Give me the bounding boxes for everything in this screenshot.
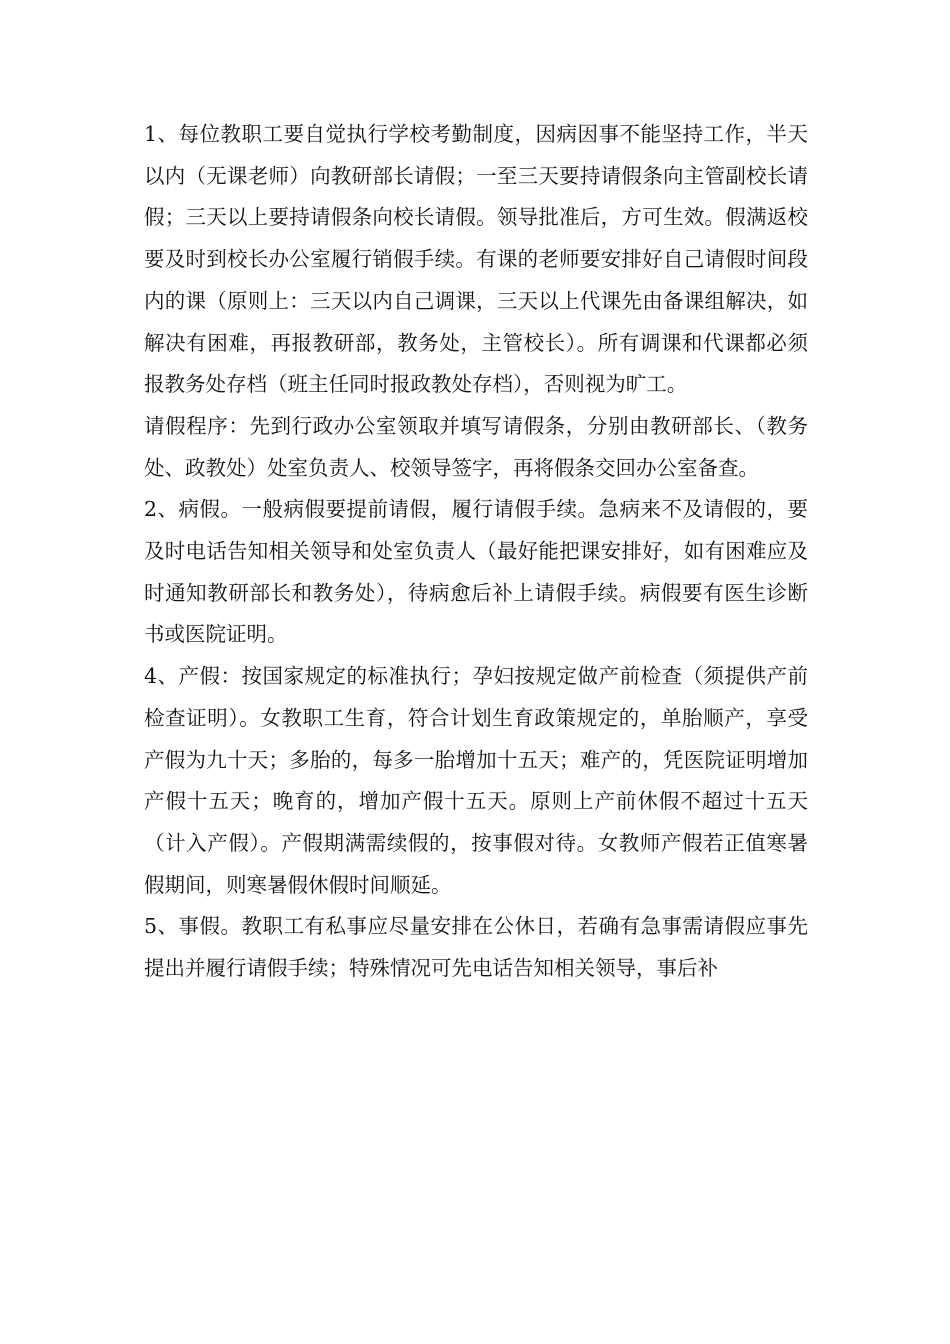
paragraph-sick-leave: 2、病假。一般病假要提前请假，履行请假手续。急病来不及请假的，要及时电话告知相关领导和处室负责人（最好能把课安排好，如有困难应及时通知教研部长和教务处），待病愈后补上请假手续。病假要有医生诊断书或医院证明。 (144, 497, 808, 647)
document-body (144, 114, 808, 990)
paragraph-attendance-rules: 1、每位教职工要自觉执行学校考勤制度，因病因事不能坚持工作，半天以内（无课老师）向教研部长请假；一至三天要持请假条向主管副校长请假；三天以上要持请假条向校长请假。领导批准后，方可生效。假满返校要及时到校长办公室履行销假手续。有课的老师要安排好自己请假时间段内的课（原则上：三天以内自己调课，三天以上代课先由备课组解决，如解决有困难，再报教研部，教务处，主管校长）。所有调课和代课都必须报教务处存档（班主任同时报政教处存档），否则视为旷工。 (144, 122, 808, 397)
paragraph-leave-procedure: 请假程序：先到行政办公室领取并填写请假条，分别由教研部长、（教务处、政教处）处室负责人、校领导签字，再将假条交回办公室备查。 (144, 413, 808, 480)
paragraph-personal-leave: 5、事假。教职工有私事应尽量安排在公休日，若确有急事需请假应事先提出并履行请假手续；特殊情况可先电话告知相关领导，事后补 (144, 914, 808, 981)
paragraph-maternity-leave: 4、产假：按国家规定的标准执行；孕妇按规定做产前检查（须提供产前检查证明）。女教职工生育，符合计划生育政策规定的，单胎顺产，享受产假为九十天；多胎的，每多一胎增加十五天；难产的，凭医院证明增加产假十五天；晚育的，增加产假十五天。原则上产前休假不超过十五天（计入产假）。产假期满需续假的，按事假对待。女教师产假若正值寒暑假期间，则寒暑假休假时间顺延。 (144, 664, 808, 897)
